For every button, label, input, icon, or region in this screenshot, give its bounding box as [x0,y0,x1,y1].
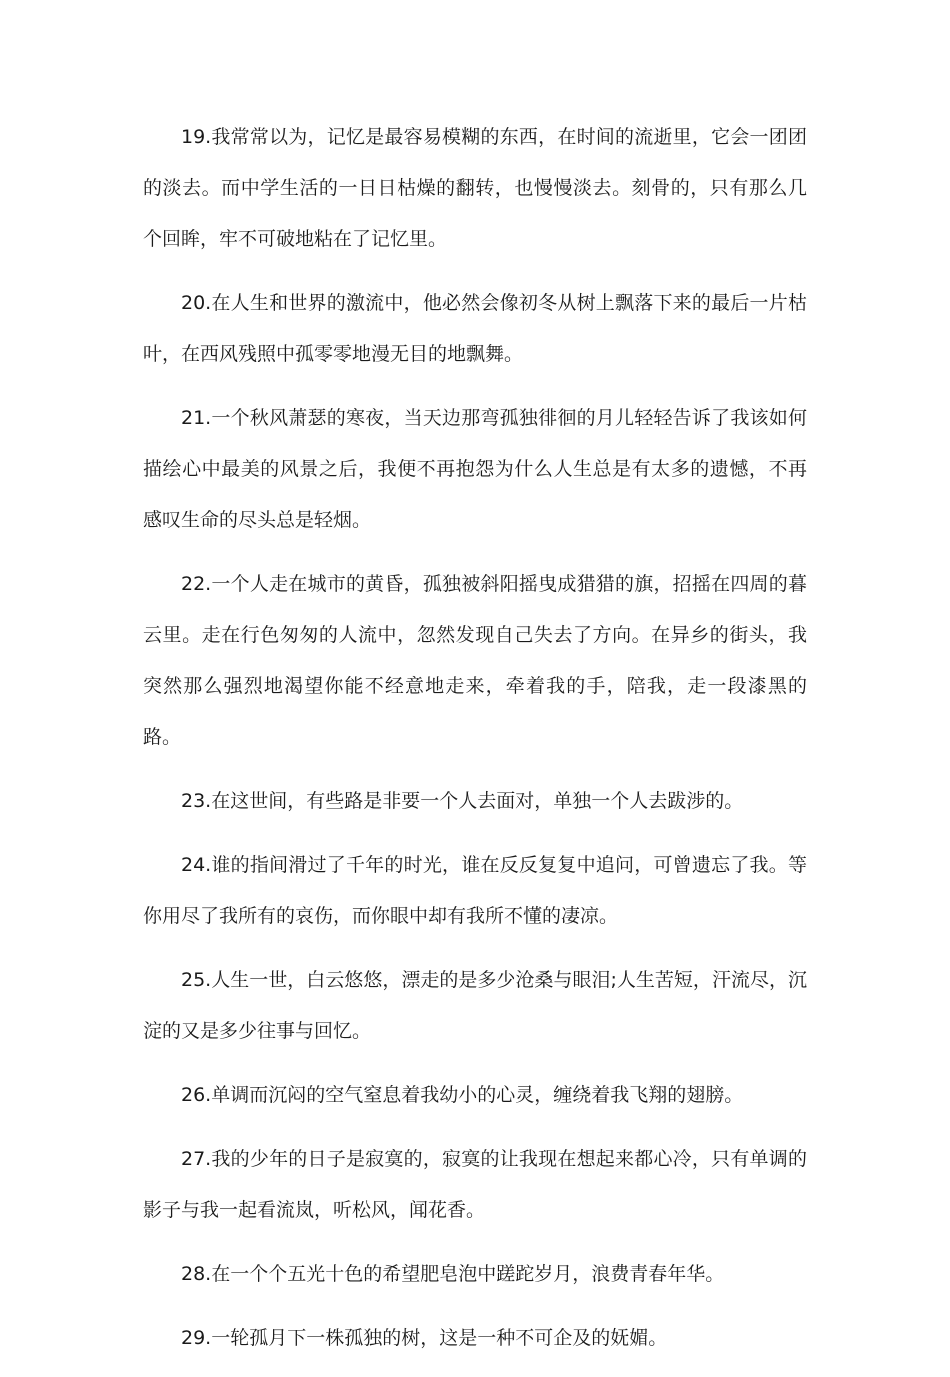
paragraph-21: 21.一个秋风萧瑟的寒夜，当天边那弯孤独徘徊的月儿轻轻告诉了我该如何描绘心中最美的风景之后，我便不再抱怨为什么人生总是有太多的遗憾，不再感叹生命的尽头总是轻烟。 [143,407,807,531]
paragraph-20: 20.在人生和世界的激流中，他必然会像初冬从树上飘落下来的最后一片枯叶，在西风残照中孤零零地漫无目的地飘舞。 [143,292,807,365]
document-body [143,112,807,1377]
paragraph-28: 28.在一个个五光十色的希望肥皂泡中蹉跎岁月，浪费青春年华。 [181,1263,725,1285]
paragraph-23: 23.在这世间，有些路是非要一个人去面对，单独一个人去跋涉的。 [181,790,744,812]
paragraph-29: 29.一轮孤月下一株孤独的树，这是一种不可企及的妩媚。 [181,1327,668,1349]
paragraph-25: 25.人生一世，白云悠悠，漂走的是多少沧桑与眼泪;人生苦短，汗流尽，沉淀的又是多少往事与回忆。 [143,969,807,1042]
paragraph-19: 19.我常常以为，记忆是最容易模糊的东西，在时间的流逝里，它会一团团的淡去。而中学生活的一日日枯燥的翻转，也慢慢淡去。刻骨的，只有那么几个回眸，牢不可破地粘在了记忆里。 [143,126,807,250]
paragraph-22: 22.一个人走在城市的黄昏，孤独被斜阳摇曳成猎猎的旗，招摇在四周的暮云里。走在行色匆匆的人流中，忽然发现自己失去了方向。在异乡的街头，我突然那么强烈地渴望你能不经意地走来，牵着我的手，陪我，走一段漆黑的路。 [143,573,807,748]
paragraph-24: 24.谁的指间滑过了千年的时光，谁在反反复复中追问，可曾遗忘了我。等你用尽了我所有的哀伤，而你眼中却有我所不懂的凄凉。 [143,854,807,927]
paragraph-27: 27.我的少年的日子是寂寞的，寂寞的让我现在想起来都心冷，只有单调的影子与我一起看流岚，听松风，闻花香。 [143,1148,807,1221]
paragraph-26: 26.单调而沉闷的空气窒息着我幼小的心灵，缠绕着我飞翔的翅膀。 [181,1084,744,1106]
